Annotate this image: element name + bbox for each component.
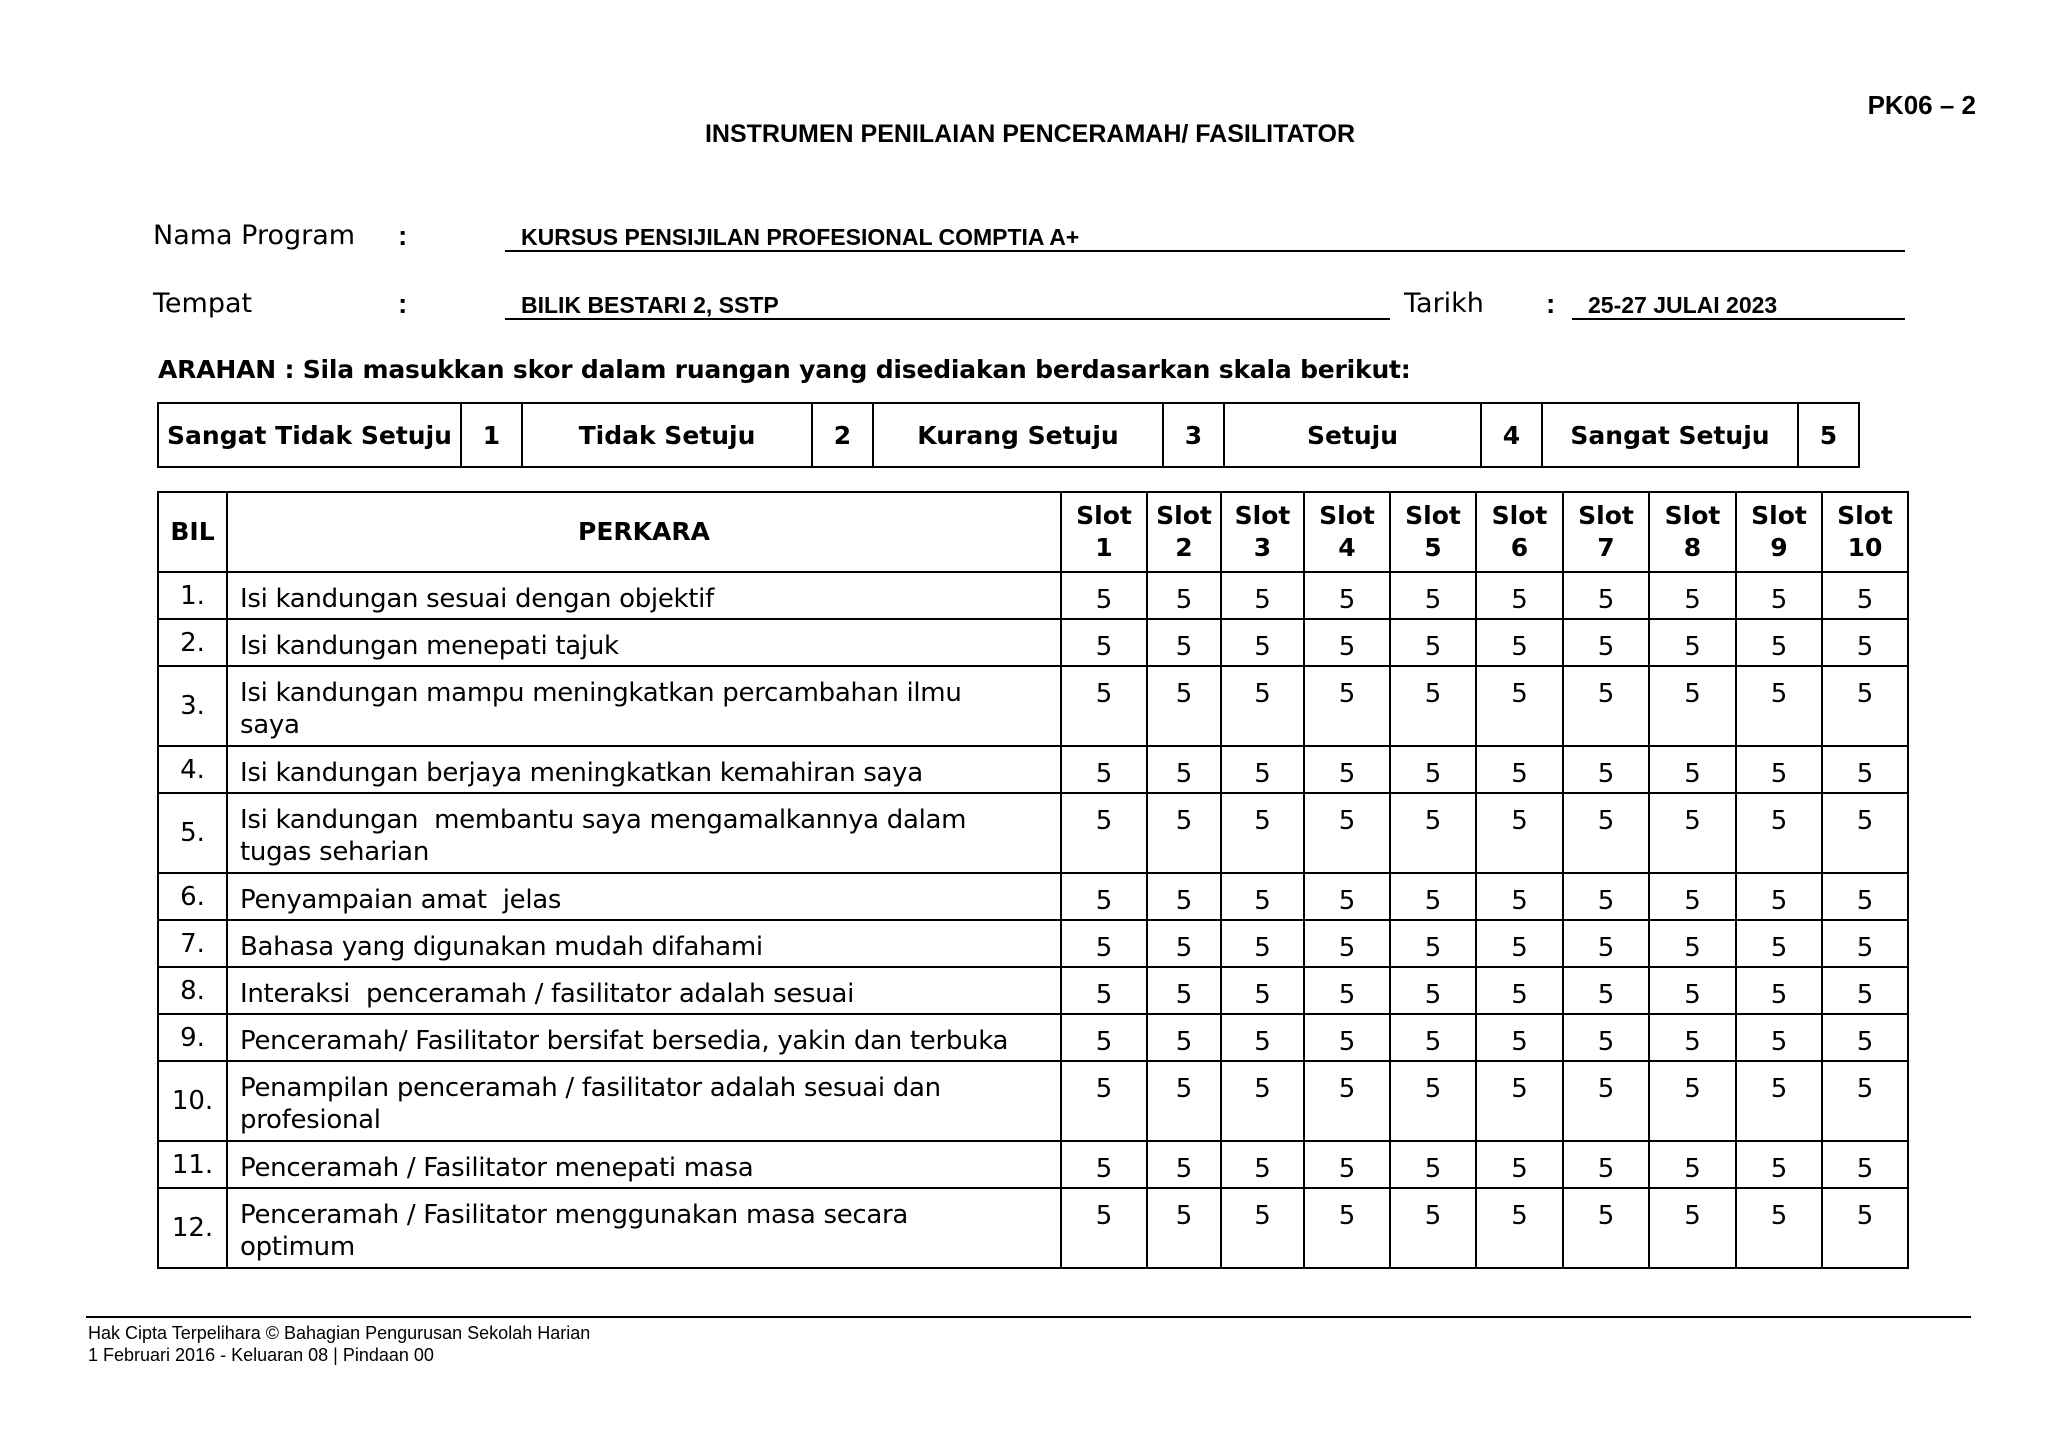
- slot-header-label: Slot: [1837, 501, 1893, 530]
- score-cell[interactable]: 5: [1061, 572, 1147, 619]
- score-cell[interactable]: 5: [1649, 746, 1736, 793]
- score-cell[interactable]: 5: [1304, 1188, 1390, 1268]
- score-cell[interactable]: 5: [1221, 1061, 1304, 1141]
- score-cell[interactable]: 5: [1736, 1188, 1822, 1268]
- score-cell[interactable]: 5: [1649, 967, 1736, 1014]
- table-row: [158, 572, 1908, 619]
- score-cell[interactable]: 5: [1649, 619, 1736, 666]
- score-cell[interactable]: 5: [1147, 967, 1221, 1014]
- scale-value: 4: [1481, 403, 1542, 467]
- score-cell[interactable]: 5: [1476, 572, 1563, 619]
- score-cell[interactable]: 5: [1147, 873, 1221, 920]
- score-cell[interactable]: 5: [1563, 873, 1649, 920]
- table-row: [158, 746, 1908, 793]
- score-cell[interactable]: 5: [1736, 1141, 1822, 1188]
- score-cell[interactable]: 5: [1649, 873, 1736, 920]
- row-number: 7.: [158, 920, 227, 967]
- slot-header: [1390, 492, 1476, 572]
- footer-version: 1 Februari 2016 - Keluaran 08 | Pindaan 00: [88, 1345, 434, 1365]
- score-cell[interactable]: 5: [1061, 967, 1147, 1014]
- score-cell[interactable]: 5: [1822, 1188, 1908, 1268]
- score-cell[interactable]: 5: [1147, 619, 1221, 666]
- score-cell[interactable]: 5: [1822, 1061, 1908, 1141]
- slot-header: [1563, 492, 1649, 572]
- table-row: [158, 967, 1908, 1014]
- scale-value: 5: [1798, 403, 1859, 467]
- score-cell[interactable]: 5: [1476, 1014, 1563, 1061]
- slot-header: [1304, 492, 1390, 572]
- score-cell[interactable]: 5: [1304, 920, 1390, 967]
- place-colon: :: [398, 288, 408, 319]
- score-cell[interactable]: 5: [1390, 793, 1476, 873]
- row-item: [227, 666, 1061, 746]
- row-number: 3.: [158, 666, 227, 746]
- score-cell[interactable]: 5: [1649, 666, 1736, 746]
- score-cell[interactable]: 5: [1563, 1014, 1649, 1061]
- row-number: 1.: [158, 572, 227, 619]
- score-cell[interactable]: 5: [1304, 793, 1390, 873]
- slot-header-label: Slot: [1405, 501, 1461, 530]
- row-number: 9.: [158, 1014, 227, 1061]
- row-item: [227, 572, 1061, 619]
- score-cell[interactable]: 5: [1147, 1141, 1221, 1188]
- slot-header: [1221, 492, 1304, 572]
- row-number: 11.: [158, 1141, 227, 1188]
- scale-label: Sangat Tidak Setuju: [158, 403, 461, 467]
- score-cell[interactable]: 5: [1390, 967, 1476, 1014]
- score-cell[interactable]: 5: [1476, 967, 1563, 1014]
- row-item: [227, 746, 1061, 793]
- row-number: 4.: [158, 746, 227, 793]
- score-cell[interactable]: 5: [1390, 1061, 1476, 1141]
- score-cell[interactable]: 5: [1390, 1188, 1476, 1268]
- row-item-line: optimum: [240, 1232, 355, 1262]
- table-row: [158, 1014, 1908, 1061]
- date-label: Tarikh: [1404, 288, 1484, 319]
- score-cell[interactable]: 5: [1390, 873, 1476, 920]
- slot-header-label: Slot: [1319, 501, 1375, 530]
- score-cell[interactable]: 5: [1736, 967, 1822, 1014]
- score-cell[interactable]: 5: [1061, 1188, 1147, 1268]
- row-item-line: Penyampaian amat jelas: [240, 885, 562, 915]
- slot-header-label: Slot: [1156, 501, 1212, 530]
- score-cell[interactable]: 5: [1061, 1014, 1147, 1061]
- score-cell[interactable]: 5: [1304, 666, 1390, 746]
- row-item: [227, 920, 1061, 967]
- date-value: 25-27 JULAI 2023: [1572, 284, 1905, 320]
- slot-header: [1147, 492, 1221, 572]
- row-item: [227, 619, 1061, 666]
- score-cell[interactable]: 5: [1221, 873, 1304, 920]
- bil-header: BIL: [158, 492, 227, 572]
- score-cell[interactable]: 5: [1221, 793, 1304, 873]
- row-item-line: Isi kandungan sesuai dengan objektif: [240, 584, 714, 614]
- score-cell[interactable]: 5: [1649, 920, 1736, 967]
- table-header-row: [158, 492, 1908, 572]
- score-cell[interactable]: 5: [1304, 619, 1390, 666]
- score-cell[interactable]: 5: [1822, 920, 1908, 967]
- score-cell[interactable]: 5: [1476, 1141, 1563, 1188]
- score-cell[interactable]: 5: [1563, 572, 1649, 619]
- score-cell[interactable]: 5: [1822, 746, 1908, 793]
- row-item-line: Penampilan penceramah / fasilitator adalah sesuai dan: [240, 1073, 941, 1103]
- score-cell[interactable]: 5: [1221, 619, 1304, 666]
- score-cell[interactable]: 5: [1822, 666, 1908, 746]
- score-cell[interactable]: 5: [1563, 920, 1649, 967]
- score-cell[interactable]: 5: [1221, 1014, 1304, 1061]
- score-cell[interactable]: 5: [1304, 967, 1390, 1014]
- score-cell[interactable]: 5: [1736, 793, 1822, 873]
- place-label: Tempat: [153, 288, 253, 319]
- score-cell[interactable]: 5: [1736, 873, 1822, 920]
- score-cell[interactable]: 5: [1476, 666, 1563, 746]
- row-number: 8.: [158, 967, 227, 1014]
- score-cell[interactable]: 5: [1649, 1141, 1736, 1188]
- score-cell[interactable]: 5: [1221, 746, 1304, 793]
- score-cell[interactable]: 5: [1822, 619, 1908, 666]
- row-item-line: Penceramah / Fasilitator menggunakan masa secara: [240, 1200, 909, 1230]
- rating-scale-table: [157, 402, 1860, 468]
- place-value: BILIK BESTARI 2, SSTP: [505, 284, 1390, 320]
- row-item: [227, 1014, 1061, 1061]
- row-number: 12.: [158, 1188, 227, 1268]
- table-row: [158, 793, 1908, 873]
- row-number: 2.: [158, 619, 227, 666]
- row-item: [227, 967, 1061, 1014]
- row-item-line: Isi kandungan menepati tajuk: [240, 631, 619, 661]
- document-title: INSTRUMEN PENILAIAN PENCERAMAH/ FASILITATOR: [704, 120, 1355, 148]
- score-cell[interactable]: 5: [1061, 793, 1147, 873]
- slot-header-number: 3: [1253, 533, 1272, 562]
- score-cell[interactable]: 5: [1822, 873, 1908, 920]
- score-cell[interactable]: 5: [1061, 746, 1147, 793]
- score-cell[interactable]: 5: [1822, 572, 1908, 619]
- score-cell[interactable]: 5: [1563, 746, 1649, 793]
- slot-header-number: 1: [1095, 533, 1113, 562]
- table-row: [158, 1188, 1908, 1268]
- score-cell[interactable]: 5: [1476, 1188, 1563, 1268]
- score-cell[interactable]: 5: [1061, 1061, 1147, 1141]
- score-cell[interactable]: 5: [1736, 619, 1822, 666]
- row-item-line: Isi kandungan mampu meningkatkan percambahan ilmu: [240, 678, 962, 708]
- score-cell[interactable]: 5: [1147, 1014, 1221, 1061]
- score-cell[interactable]: 5: [1563, 619, 1649, 666]
- score-cell[interactable]: 5: [1736, 572, 1822, 619]
- slot-header: [1822, 492, 1908, 572]
- score-cell[interactable]: 5: [1736, 920, 1822, 967]
- score-cell[interactable]: 5: [1736, 666, 1822, 746]
- score-cell[interactable]: 5: [1476, 746, 1563, 793]
- slot-header-number: 5: [1424, 533, 1442, 562]
- score-cell[interactable]: 5: [1221, 920, 1304, 967]
- score-cell[interactable]: 5: [1061, 666, 1147, 746]
- table-row: [158, 619, 1908, 666]
- slot-header-number: 10: [1847, 533, 1883, 562]
- score-cell[interactable]: 5: [1304, 746, 1390, 793]
- slot-header-number: 4: [1338, 533, 1356, 562]
- row-item-line: Interaksi penceramah / fasilitator adalah sesuai: [240, 979, 855, 1009]
- perkara-header: PERKARA: [227, 492, 1061, 572]
- table-row: [158, 920, 1908, 967]
- row-item: [227, 793, 1061, 873]
- footer-divider: [86, 1316, 1971, 1318]
- row-item-line: Penceramah / Fasilitator menepati masa: [240, 1153, 754, 1183]
- score-cell[interactable]: 5: [1822, 967, 1908, 1014]
- score-cell[interactable]: 5: [1563, 1188, 1649, 1268]
- score-cell[interactable]: 5: [1221, 666, 1304, 746]
- score-cell[interactable]: 5: [1563, 1061, 1649, 1141]
- scale-value: 1: [461, 403, 522, 467]
- score-cell[interactable]: 5: [1649, 1061, 1736, 1141]
- slot-header-label: Slot: [1751, 501, 1807, 530]
- scale-value: 3: [1163, 403, 1224, 467]
- score-cell[interactable]: 5: [1822, 793, 1908, 873]
- score-cell[interactable]: 5: [1147, 746, 1221, 793]
- score-cell[interactable]: 5: [1476, 920, 1563, 967]
- row-item: [227, 1141, 1061, 1188]
- score-cell[interactable]: 5: [1147, 920, 1221, 967]
- score-cell[interactable]: 5: [1221, 572, 1304, 619]
- slot-header-number: 7: [1597, 533, 1615, 562]
- row-item-line: profesional: [240, 1105, 381, 1135]
- score-cell[interactable]: 5: [1476, 873, 1563, 920]
- document-code: PK06 – 2: [1867, 90, 1976, 120]
- row-item-line: Isi kandungan berjaya meningkatkan kemahiran saya: [240, 758, 923, 788]
- score-cell[interactable]: 5: [1304, 873, 1390, 920]
- score-cell[interactable]: 5: [1061, 920, 1147, 967]
- row-number: 5.: [158, 793, 227, 873]
- slot-header-label: Slot: [1578, 501, 1634, 530]
- score-cell[interactable]: 5: [1221, 1141, 1304, 1188]
- table-row: [158, 1061, 1908, 1141]
- score-cell[interactable]: 5: [1563, 666, 1649, 746]
- table-row: [158, 666, 1908, 746]
- score-cell[interactable]: 5: [1563, 967, 1649, 1014]
- score-cell[interactable]: 5: [1390, 746, 1476, 793]
- score-cell[interactable]: 5: [1147, 666, 1221, 746]
- score-cell[interactable]: 5: [1304, 1061, 1390, 1141]
- slot-header: [1061, 492, 1147, 572]
- score-cell[interactable]: 5: [1061, 619, 1147, 666]
- score-cell[interactable]: 5: [1563, 793, 1649, 873]
- score-cell[interactable]: 5: [1304, 572, 1390, 619]
- score-cell[interactable]: 5: [1736, 1014, 1822, 1061]
- score-cell[interactable]: 5: [1476, 619, 1563, 666]
- slot-header-number: 8: [1683, 533, 1702, 562]
- scale-label: Tidak Setuju: [522, 403, 812, 467]
- row-number: 10.: [158, 1061, 227, 1141]
- row-number: 6.: [158, 873, 227, 920]
- score-cell[interactable]: 5: [1822, 1014, 1908, 1061]
- score-cell[interactable]: 5: [1061, 873, 1147, 920]
- slot-header-number: 6: [1510, 533, 1529, 562]
- score-cell[interactable]: 5: [1304, 1014, 1390, 1061]
- score-cell[interactable]: 5: [1649, 1188, 1736, 1268]
- scale-label: Sangat Setuju: [1542, 403, 1798, 467]
- row-item-line: tugas seharian: [240, 837, 429, 867]
- slot-header: [1736, 492, 1822, 572]
- score-cell[interactable]: 5: [1147, 1061, 1221, 1141]
- slot-header-label: Slot: [1664, 501, 1721, 530]
- score-cell[interactable]: 5: [1221, 967, 1304, 1014]
- date-colon: :: [1546, 288, 1556, 319]
- score-cell[interactable]: 5: [1476, 1061, 1563, 1141]
- score-cell[interactable]: 5: [1649, 1014, 1736, 1061]
- score-cell[interactable]: 5: [1390, 572, 1476, 619]
- score-cell[interactable]: 5: [1390, 920, 1476, 967]
- score-cell[interactable]: 5: [1390, 1014, 1476, 1061]
- score-cell[interactable]: 5: [1390, 619, 1476, 666]
- slot-header: [1476, 492, 1563, 572]
- row-item-line: saya: [240, 710, 300, 740]
- score-cell[interactable]: 5: [1822, 1141, 1908, 1188]
- slot-header-label: Slot: [1491, 501, 1548, 530]
- score-cell[interactable]: 5: [1390, 1141, 1476, 1188]
- evaluation-table: [157, 491, 1909, 1269]
- instructions: ARAHAN : Sila masukkan skor dalam ruangan yang disediakan berdasarkan skala berikut:: [158, 355, 1411, 384]
- row-item: [227, 873, 1061, 920]
- score-cell[interactable]: 5: [1147, 1188, 1221, 1268]
- score-cell[interactable]: 5: [1476, 793, 1563, 873]
- scale-label: Kurang Setuju: [873, 403, 1163, 467]
- scale-value: 2: [812, 403, 873, 467]
- program-value: KURSUS PENSIJILAN PROFESIONAL COMPTIA A+: [505, 216, 1905, 252]
- score-cell[interactable]: 5: [1147, 793, 1221, 873]
- row-item-line: Bahasa yang digunakan mudah difahami: [240, 932, 763, 962]
- program-label: Nama Program: [153, 220, 356, 251]
- row-item: [227, 1188, 1061, 1268]
- table-row: [158, 873, 1908, 920]
- score-cell[interactable]: 5: [1563, 1141, 1649, 1188]
- slot-header-label: Slot: [1076, 501, 1132, 530]
- footer-copyright: Hak Cipta Terpelihara © Bahagian Pengurusan Sekolah Harian: [88, 1323, 591, 1343]
- rating-scale-row: [158, 403, 1859, 467]
- score-cell[interactable]: 5: [1147, 572, 1221, 619]
- score-cell[interactable]: 5: [1736, 1061, 1822, 1141]
- slot-header-number: 9: [1770, 533, 1788, 562]
- slot-header: [1649, 492, 1736, 572]
- slot-header-label: Slot: [1234, 501, 1291, 530]
- row-item-line: Isi kandungan membantu saya mengamalkannya dalam: [240, 805, 967, 835]
- score-cell[interactable]: 5: [1061, 1141, 1147, 1188]
- row-item: [227, 1061, 1061, 1141]
- program-colon: :: [398, 220, 408, 251]
- table-row: [158, 1141, 1908, 1188]
- score-cell[interactable]: 5: [1649, 572, 1736, 619]
- score-cell[interactable]: 5: [1390, 666, 1476, 746]
- score-cell[interactable]: 5: [1221, 1188, 1304, 1268]
- score-cell[interactable]: 5: [1304, 1141, 1390, 1188]
- scale-label: Setuju: [1224, 403, 1481, 467]
- slot-header-number: 2: [1175, 533, 1193, 562]
- score-cell[interactable]: 5: [1736, 746, 1822, 793]
- score-cell[interactable]: 5: [1649, 793, 1736, 873]
- row-item-line: Penceramah/ Fasilitator bersifat bersedia, yakin dan terbuka: [240, 1026, 1009, 1056]
